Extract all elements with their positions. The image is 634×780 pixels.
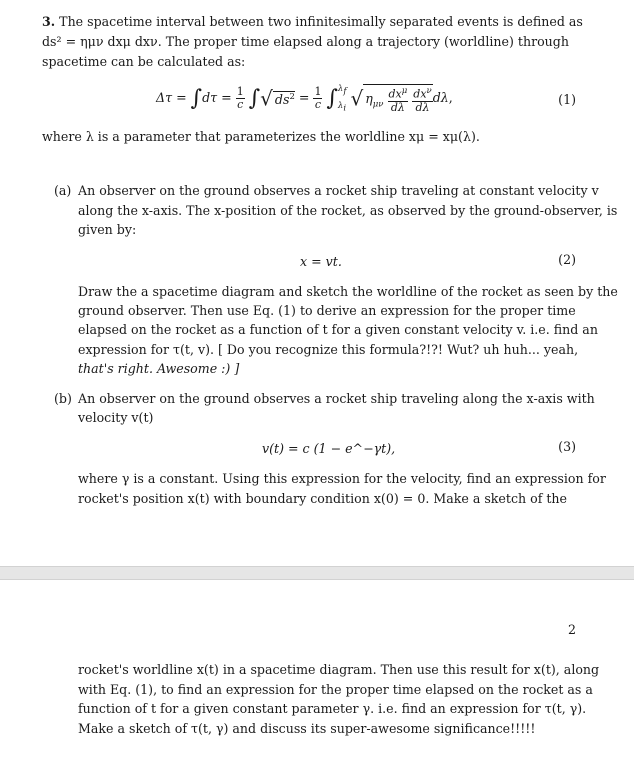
page2-line-3: function of t for a given constant parameter γ. i.e. find an expression for τ(t, γ).: [78, 701, 587, 716]
part-b-line-3: where γ is a constant. Using this expression for the velocity, find an expression for: [78, 471, 606, 486]
part-a-line-8: that's right. Awesome :) ]: [78, 361, 240, 376]
page-separator: [0, 566, 634, 580]
equation-2: x = vt.: [300, 254, 342, 269]
page-2: [0, 580, 634, 780]
equation-3: v(t) = c (1 − e^−γt),: [262, 441, 396, 456]
part-b-line-4: rocket's position x(t) with boundary condition x(0) = 0. Make a sketch of the: [78, 491, 567, 506]
part-a-line-4: Draw the a spacetime diagram and sketch the worldline of the rocket as seen by the: [78, 284, 618, 299]
problem-intro-line-2: ds² = ημν dxμ dxν. The proper time elapsed along a trajectory (worldline) through: [42, 34, 569, 49]
part-a-line-1: An observer on the ground observes a rocket ship traveling at constant velocity v: [78, 183, 599, 198]
equation-3-number: (3): [558, 439, 576, 454]
part-a-line-3: given by:: [78, 222, 137, 237]
where-line: where λ is a parameter that parameterizes the worldline xμ = xμ(λ).: [42, 129, 480, 144]
part-b-line-2: velocity v(t): [78, 410, 154, 425]
page2-line-1: rocket's worldline x(t) in a spacetime diagram. Then use this result for x(t), along: [78, 662, 600, 677]
page2-line-2: with Eq. (1), to find an expression for the proper time elapsed on the rocket as a: [78, 682, 593, 697]
part-b-label: (b): [54, 391, 72, 406]
equation-1-number: (1): [558, 92, 576, 107]
problem-intro-line-3: spacetime can be calculated as:: [42, 54, 246, 69]
part-a-line-7: expression for τ(t, v). [ Do you recognize this formula?!?! Wut? uh huh... yeah,: [78, 342, 579, 357]
problem-intro-line-1: [42, 12, 583, 31]
part-a-line-6: elapsed on the rocket as a function of t for a given constant velocity v. i.e. find an: [78, 322, 598, 337]
problem-number: 3.: [42, 14, 56, 29]
equation-1: Δτ = ∫dτ = $\frac{1}{c}$ ∫√ $ds^2$ = $\frac{1}{c}$ ∫ $\lambda_f$ $\lambda_i$ √ $\eta_{\mu\nu}$ $\frac{dx^\mu}{d\lambda}$ $\frac{dx^\nu}{d\lambda}$ dλ,: [156, 84, 453, 114]
part-a-label: (a): [54, 183, 72, 198]
part-b-line-1: An observer on the ground observes a rocket ship traveling along the x-axis with: [78, 391, 595, 406]
part-a-line-5: ground observer. Then use Eq. (1) to derive an expression for the proper time: [78, 303, 576, 318]
part-a-line-2: along the x-axis. The x-position of the rocket, as observed by the ground-observer, is: [78, 203, 618, 218]
equation-2-number: (2): [558, 252, 576, 267]
intro-text-1: The spacetime interval between two infinitesimally separated events is defined as: [59, 14, 583, 29]
page-number: 2: [567, 622, 576, 637]
page2-line-4: Make a sketch of τ(t, γ) and discuss its super-awesome significance!!!!!: [78, 721, 536, 736]
